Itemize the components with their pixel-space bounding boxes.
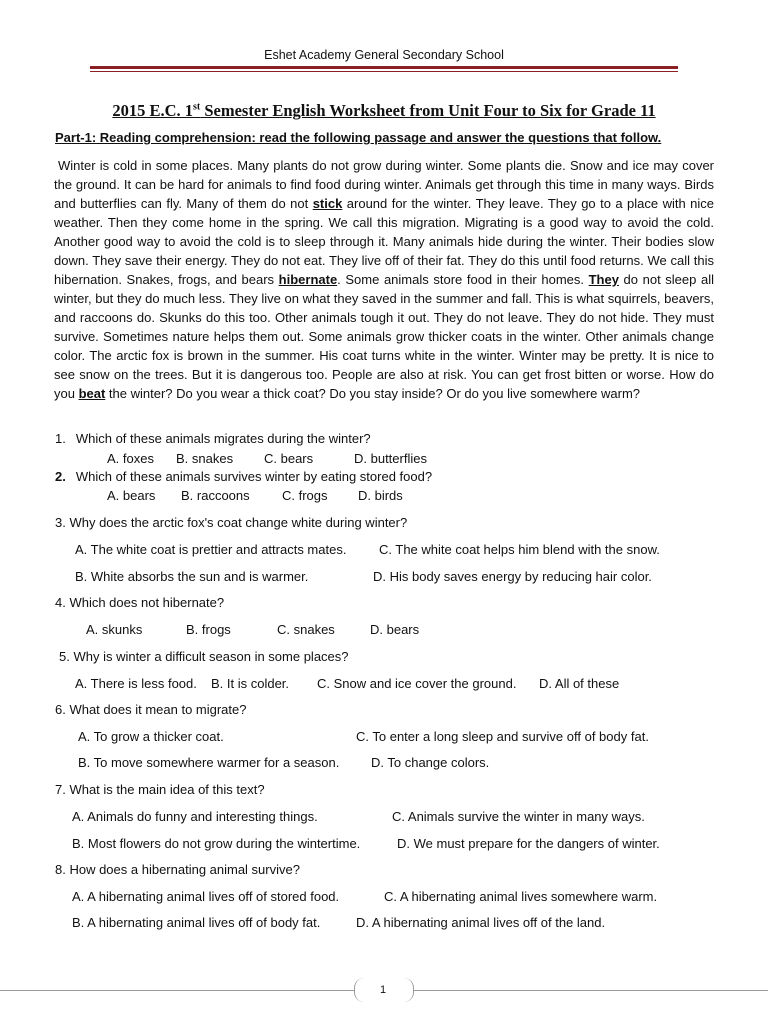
q6-option-a: A. To grow a thicker coat. [78,729,224,744]
q8-option-d: D. A hibernating animal lives off of the land. [356,915,606,930]
keyword-hibernate: hibernate [278,272,338,287]
q7-option-d: D. We must prepare for the dangers of winter. [397,836,660,851]
keyword-stick: stick [312,196,343,211]
footer-rule-left [0,990,354,991]
q2-option-a: A. bears [107,488,156,503]
q7-option-b: B. Most flowers do not grow during the wintertime. [72,836,361,851]
q3-option-a: A. The white coat is prettier and attracts mates. [75,542,347,557]
q5-option-d: D. All of these [539,676,620,691]
question-7: 7. What is the main idea of this text? [55,782,265,797]
q6-option-b: B. To move somewhere warmer for a season. [78,755,340,770]
worksheet-title: 2015 E.C. 1st Semester English Worksheet from Unit Four to Six for Grade 11 [112,101,656,120]
q2-option-c: C. frogs [282,488,328,503]
q8-option-c: C. A hibernating animal lives somewhere warm. [384,889,658,904]
q5-option-b: B. It is colder. [211,676,290,691]
q7-option-c: C. Animals survive the winter in many ways. [392,809,645,824]
keyword-beat: beat [78,386,106,401]
q7-option-a: A. Animals do funny and interesting things. [72,809,318,824]
q8-option-a: A. A hibernating animal lives off of stored food. [72,889,340,904]
q4-option-b: B. frogs [186,622,231,637]
question-5: 5. Why is winter a difficult season in some places? [59,649,349,664]
q1-option-b: B. snakes [176,451,234,466]
q6-option-d: D. To change colors. [371,755,490,770]
part1-instruction: Part-1: Reading comprehension: read the following passage and answer the questions that follow. [55,130,662,145]
q3-option-d: D. His body saves energy by reducing hair color. [373,569,652,584]
q5-option-a: A. There is less food. [75,676,197,691]
q4-option-c: C. snakes [277,622,335,637]
q1-option-d: D. butterflies [354,451,427,466]
q4-option-a: A. skunks [86,622,143,637]
q1-option-a: A. foxes [107,451,154,466]
q8-option-b: B. A hibernating animal lives off of body fat. [72,915,321,930]
q2-option-d: D. birds [358,488,403,503]
question-2: 2. Which of these animals survives winter by eating stored food? [55,469,433,484]
header-rule-thick [90,66,678,69]
q3-option-c: C. The white coat helps him blend with the snow. [379,542,660,557]
keyword-they: They [588,272,619,287]
question-8: 8. How does a hibernating animal survive? [55,862,300,877]
question-1: 1. Which of these animals migrates during the winter? [55,431,371,446]
header-rule-thin [90,71,678,72]
question-6: 6. What does it mean to migrate? [55,702,247,717]
q6-option-c: C. To enter a long sleep and survive off of body fat. [356,729,649,744]
q2-option-b: B. raccoons [181,488,250,503]
q5-option-c: C. Snow and ice cover the ground. [317,676,517,691]
footer-rule-right [412,990,768,991]
q1-option-c: C. bears [264,451,314,466]
question-4: 4. Which does not hibernate? [55,595,225,610]
school-header: Eshet Academy General Secondary School [264,48,504,62]
question-3: 3. Why does the arctic fox's coat change white during winter? [55,515,408,530]
page-number: 1 [379,984,387,996]
q3-option-b: B. White absorbs the sun and is warmer. [75,569,309,584]
q4-option-d: D. bears [370,622,420,637]
reading-passage: Winter is cold in some places. Many plants do not grow during winter. Some plants die. Snow and ice may cover the ground. It can be hard for animals to find food during winter. Animals get through this time in many ways. Birds and butterflies can fly. Many of them do not stick around for the winter. They leave. They go to a place with nice weather. Then they come home in the spring. We call this migration. Migrating is a good way to avoid the cold. Another good way to avoid the cold is to sleep through it. Many animals hide during the winter. Their bodies slow down. They save their energy. They do not eat. They live off of their fat. They do this until food returns. We call this hibernation. Snakes, frogs, and bears hibernate. Some animals store food in their homes. They do not sleep all winter, but they do much less. They live on what they saved in the summer and fall. This is what squirrels, beavers, and raccoons do. Skunks do this too. Other animals tough it out. They do not leave. They do not hide. They must survive. Sometimes nature helps them out. Some animals grow thicker coats in the winter. Other animals change color. The arctic fox is brown in the summer. His coat turns white in the winter. Winter may be pretty. It is nice to see snow on the trees. But it is dangerous too. People are also at risk. You can get frost bitten or worse. How do you beat the winter? Do you wear a thick coat? Do you stay inside? Or do you live somewhere warm? [54,158,714,401]
